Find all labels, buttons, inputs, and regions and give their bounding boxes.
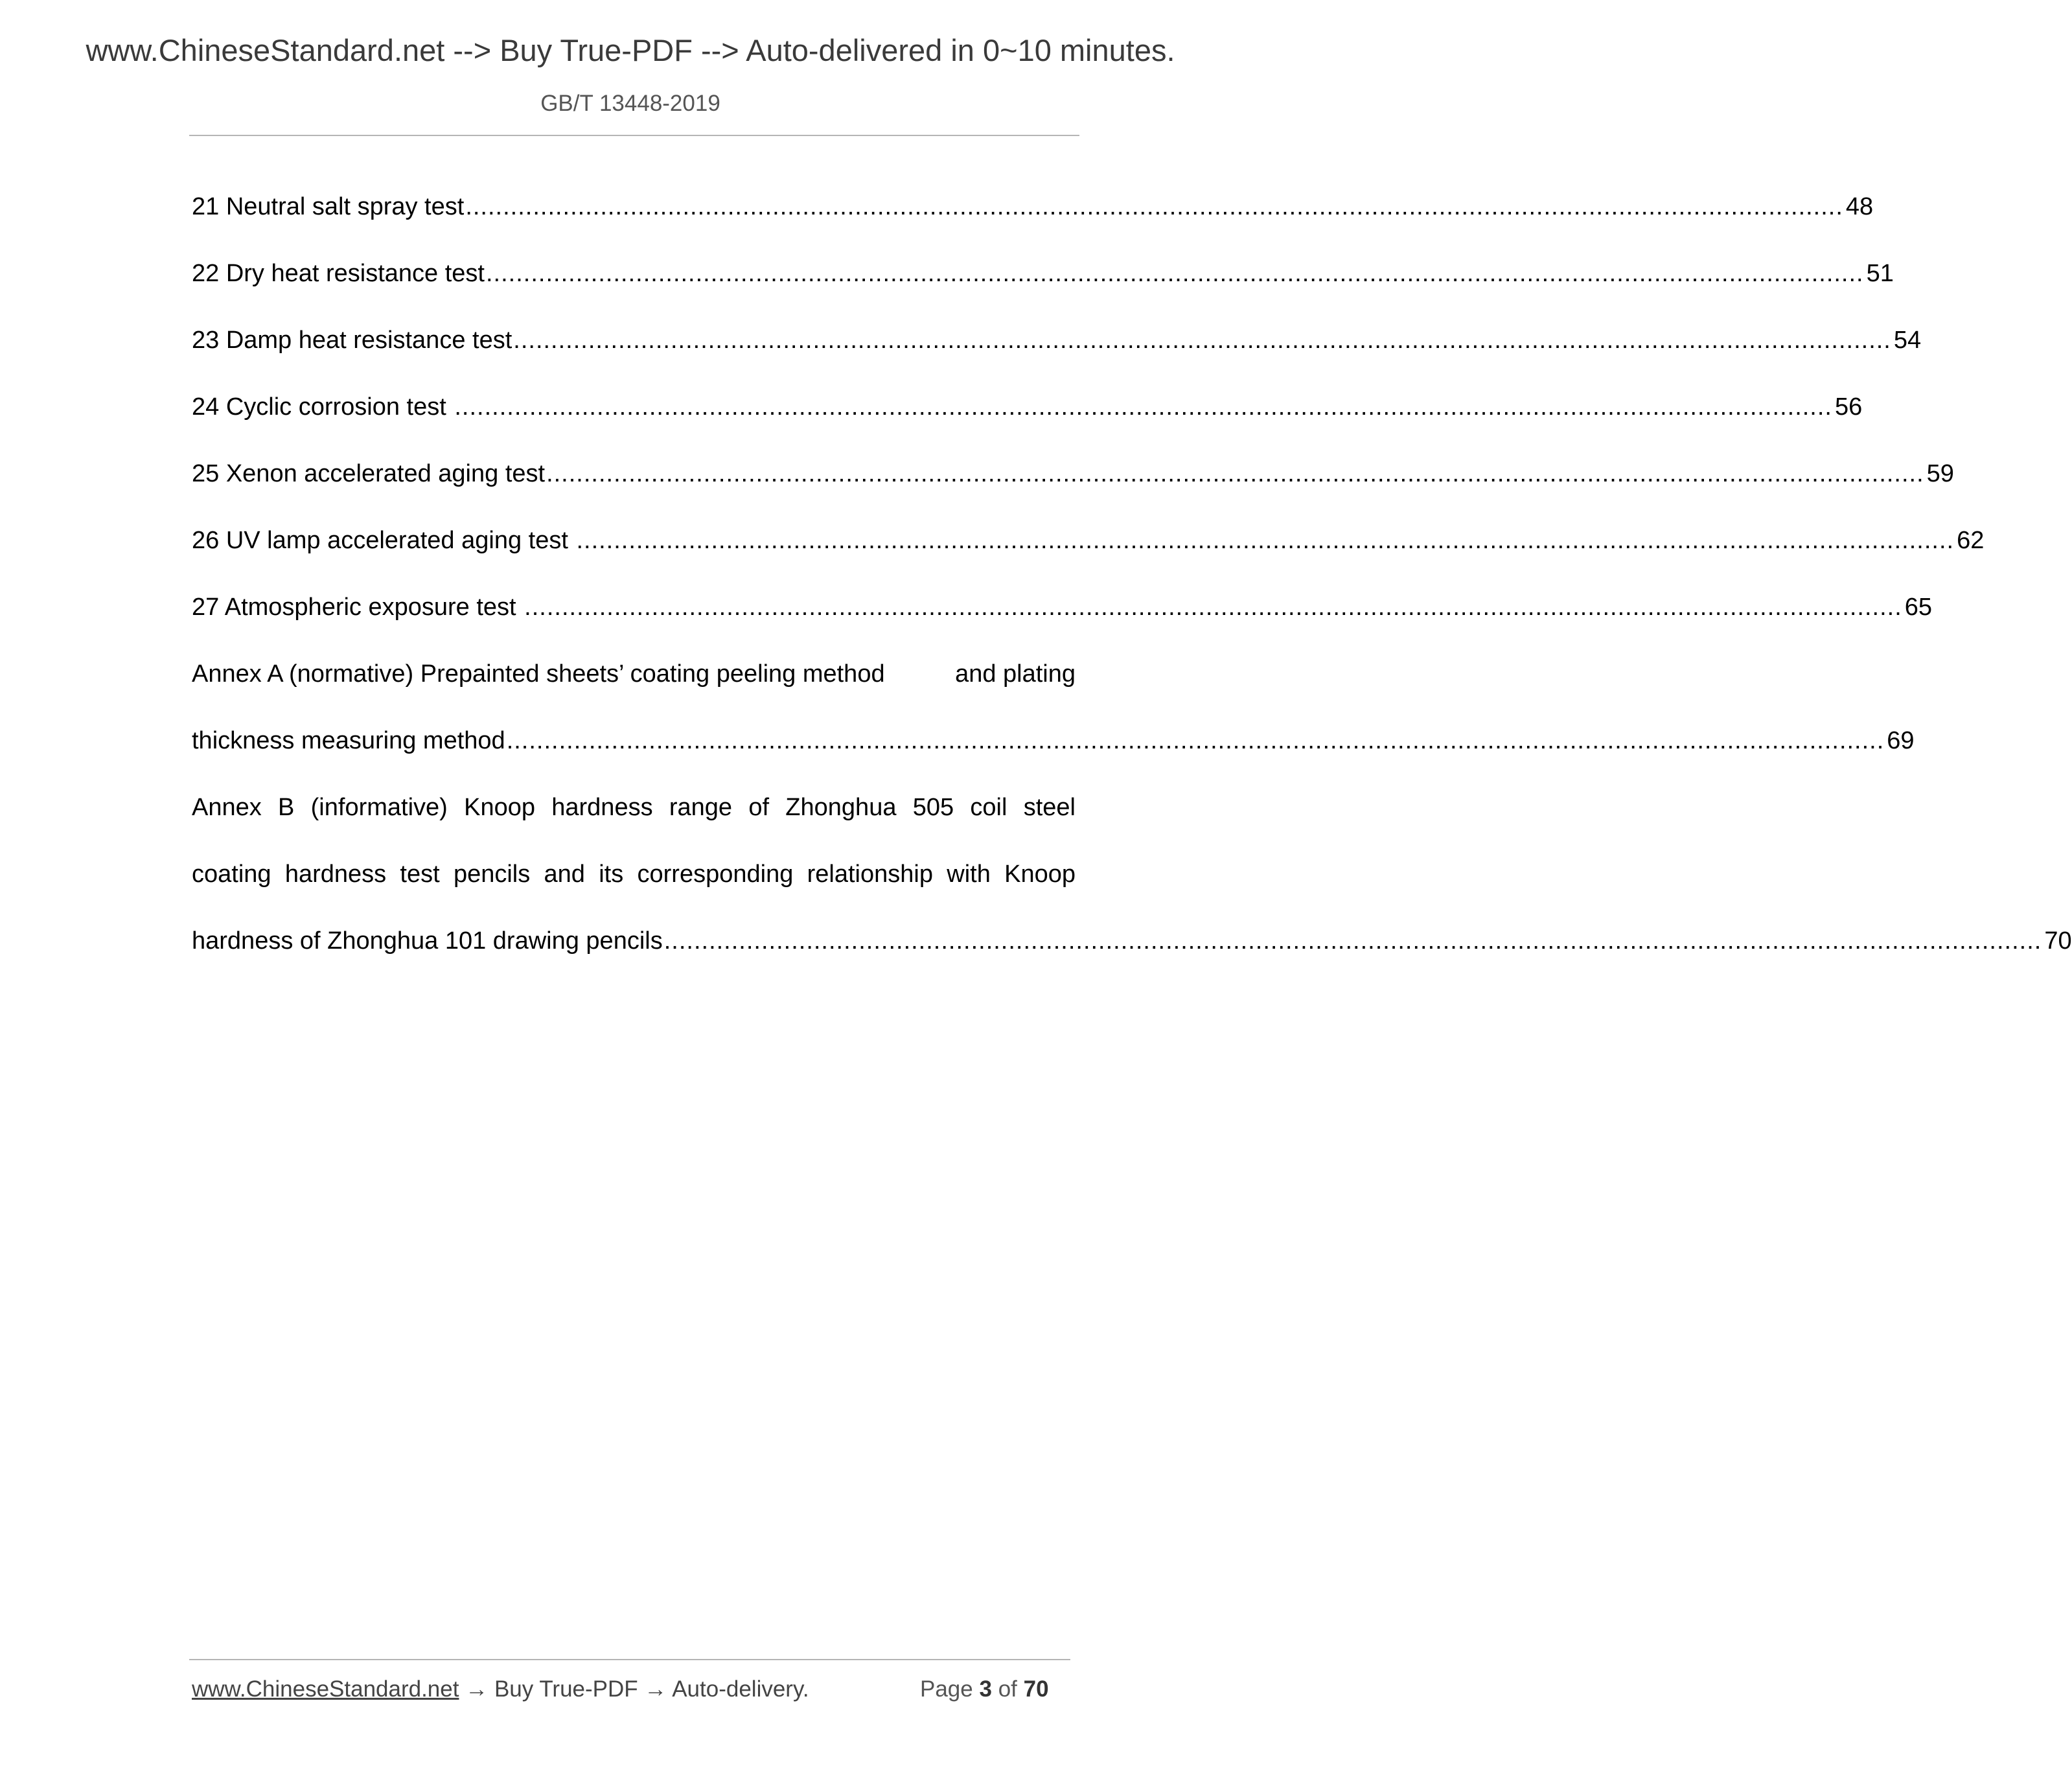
toc-entry-title: 24 Cyclic corrosion test xyxy=(192,393,454,421)
toc-entry-title: 25 Xenon accelerated aging test xyxy=(192,460,546,487)
footer-promo xyxy=(192,1675,809,1704)
toc-entry-title: 23 Damp heat resistance test xyxy=(192,327,512,354)
annex-a-title-part2: and plating xyxy=(955,660,1076,688)
toc-entry-page: 56 xyxy=(1834,393,1863,421)
toc-entry-page: 59 xyxy=(1926,460,1954,487)
dot-leader: ........................................................................................................................................................................................ xyxy=(576,527,1955,554)
dot-leader: ........................................................................................................................................................................................ xyxy=(506,727,1885,754)
toc-entry-annex-b[interactable] xyxy=(192,774,2072,975)
table-of-contents xyxy=(192,174,2072,975)
annex-b-title-line2: coating hardness test pencils and its corresponding relationship with Knoop xyxy=(192,861,1076,888)
toc-entry-title: 21 Neutral salt spray test xyxy=(192,193,465,220)
toc-entry[interactable] xyxy=(192,174,1874,240)
header-divider xyxy=(189,135,1079,136)
annex-b-title-line3: hardness of Zhonghua 101 drawing pencils xyxy=(192,927,663,955)
page-label: Page xyxy=(920,1676,973,1702)
toc-entry-page: 62 xyxy=(1957,527,1985,554)
toc-entry-page: 65 xyxy=(1904,594,1933,621)
dot-leader: ........................................................................................................................................................................................ xyxy=(546,460,1924,487)
banner: www.ChineseStandard.net --> Buy True-PDF --> Auto-delivered in 0~10 minutes. xyxy=(86,33,1175,67)
arrow-icon: → xyxy=(644,1676,667,1702)
page-indicator xyxy=(920,1675,1049,1704)
toc-entry-page: 54 xyxy=(1893,327,1922,354)
toc-entry[interactable] xyxy=(192,307,1922,374)
site-link[interactable]: www.ChineseStandard.net xyxy=(192,1676,459,1702)
dot-leader: ........................................................................................................................................................................................ xyxy=(465,193,1843,220)
toc-entry[interactable] xyxy=(192,374,1863,441)
footer-buy-text: Buy True-PDF xyxy=(494,1676,638,1702)
page-total: 70 xyxy=(1023,1676,1049,1702)
toc-entry-title: 27 Atmospheric exposure test xyxy=(192,594,524,621)
toc-entry-page: 48 xyxy=(1845,193,1874,220)
dot-leader: ........................................................................................................................................................................................ xyxy=(454,393,1832,421)
toc-entry-annex-a[interactable] xyxy=(192,641,1915,774)
dot-leader: ........................................................................................................................................................................................ xyxy=(524,594,1902,621)
toc-entry-page: 70 xyxy=(2044,927,2072,955)
dot-leader: ........................................................................................................................................................................................ xyxy=(486,260,1864,287)
footer-delivery-text: Auto-delivery. xyxy=(672,1676,809,1702)
toc-entry-title: 22 Dry heat resistance test xyxy=(192,260,485,287)
arrow-icon: → xyxy=(465,1676,489,1702)
toc-entry[interactable] xyxy=(192,441,1954,507)
toc-entry-page: 69 xyxy=(1887,727,1915,754)
standard-code: GB/T 13448-2019 xyxy=(540,91,720,116)
dot-leader: ........................................................................................................................................................................................ xyxy=(513,327,1891,354)
toc-entry[interactable] xyxy=(192,574,1933,641)
toc-entry-title: 26 UV lamp accelerated aging test xyxy=(192,527,575,554)
footer-divider xyxy=(189,1659,1070,1660)
page-of-label: of xyxy=(998,1676,1017,1702)
page-current: 3 xyxy=(979,1676,992,1702)
annex-b-title-line1: Annex B (informative) Knoop hardness range of Zhonghua 505 coil steel xyxy=(192,794,1076,821)
toc-entry-page: 51 xyxy=(1866,260,1894,287)
dot-leader: ........................................................................................................................................................................................ xyxy=(663,927,2042,955)
toc-entry[interactable] xyxy=(192,240,1894,307)
toc-entry[interactable] xyxy=(192,507,1985,574)
annex-a-title-part3: thickness measuring method xyxy=(192,727,505,754)
annex-a-title-part1: Annex A (normative) Prepainted sheets’ coating peeling method xyxy=(192,660,885,688)
